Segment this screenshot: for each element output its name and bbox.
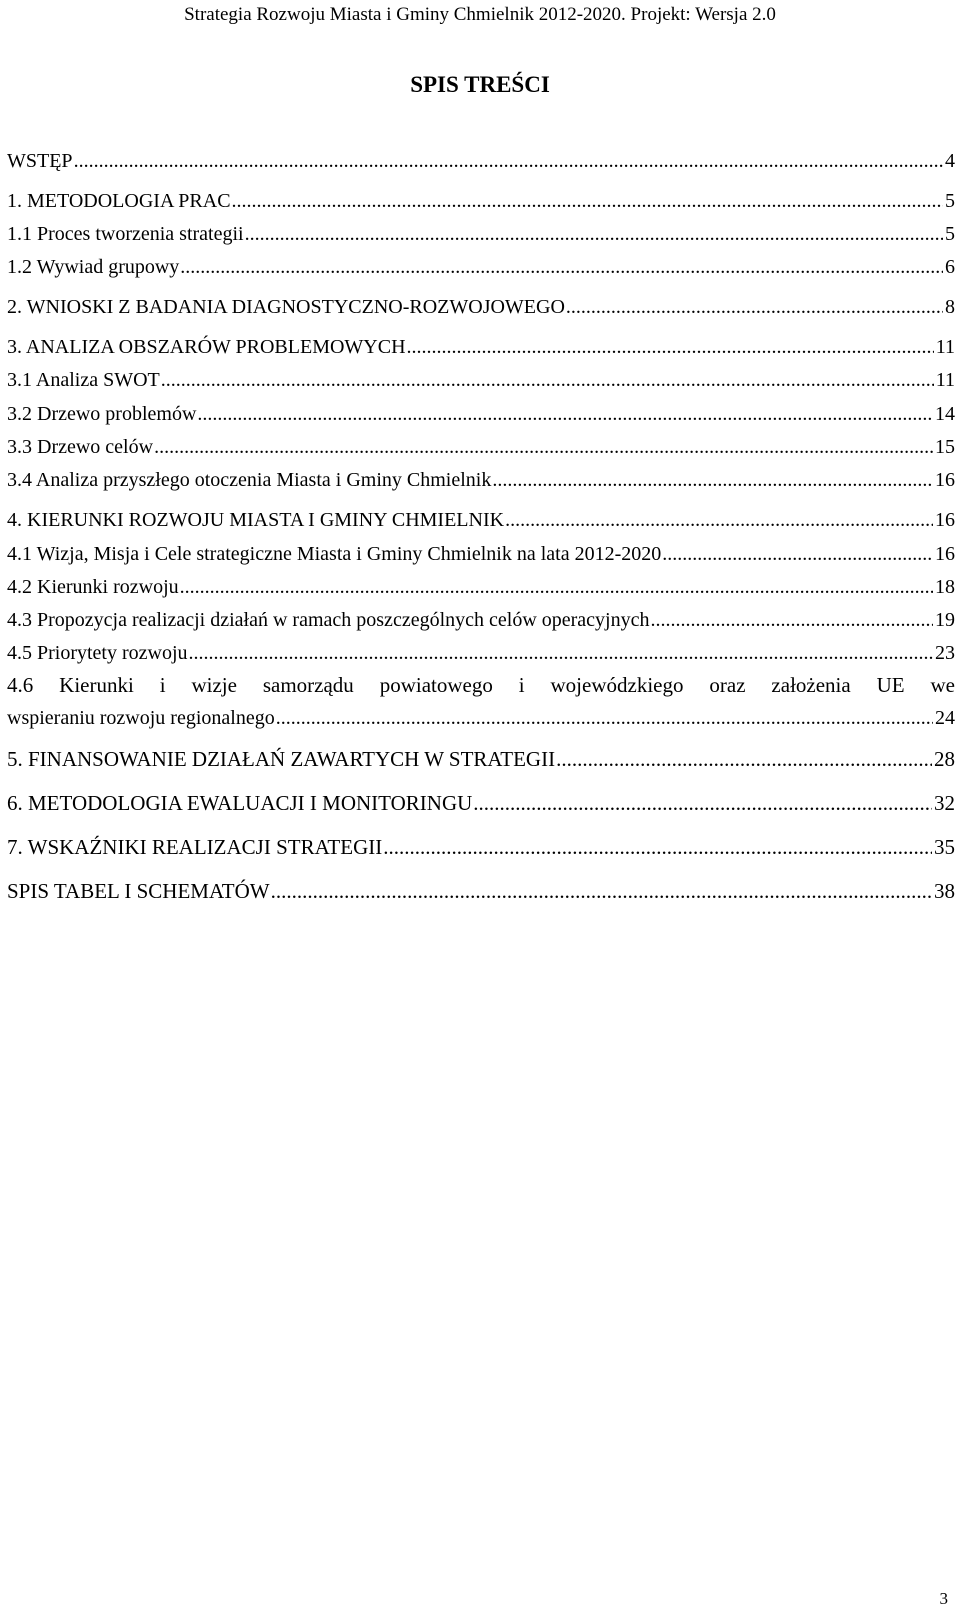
toc-entry[interactable]: [7, 832, 955, 862]
toc-entry-page: 4: [945, 150, 955, 172]
toc-entry[interactable]: [7, 876, 955, 906]
toc-leader-dots: [232, 186, 943, 216]
toc-entry-page: 5: [945, 190, 955, 212]
toc-leader-dots: [662, 539, 933, 569]
toc-entry-page: 18: [935, 576, 955, 598]
toc-entry-page: 15: [935, 436, 955, 458]
toc-entry-page: 16: [935, 469, 955, 491]
toc-leader-dots: [650, 605, 933, 635]
toc-entry-label: 7. WSKAŹNIKI REALIZACJI STRATEGII: [7, 835, 383, 859]
toc-entry-label: 1. METODOLOGIA PRAC: [7, 190, 231, 212]
toc-entry-label: 4. KIERUNKI ROZWOJU MIASTA I GMINY CHMIELNIK: [7, 509, 505, 531]
running-header: Strategia Rozwoju Miasta i Gminy Chmielnik 2012-2020. Projekt: Wersja 2.0: [184, 4, 776, 25]
toc-entry-label: 6. METODOLOGIA EWALUACJI I MONITORINGU: [7, 791, 473, 815]
toc-leader-dots: [505, 505, 933, 535]
toc-entry[interactable]: [7, 146, 955, 176]
toc-entry-label: 3.4 Analiza przyszłego otoczenia Miasta i Gminy Chmielnik: [7, 469, 492, 491]
toc-entry-label: 3. ANALIZA OBSZARÓW PROBLEMOWYCH: [7, 336, 406, 358]
toc-leader-dots: [74, 146, 943, 176]
toc-entry[interactable]: [7, 572, 955, 602]
toc-leader-dots: [154, 432, 933, 462]
toc-leader-dots: [566, 292, 943, 322]
toc-entry[interactable]: [7, 744, 955, 774]
toc-entry-page: 8: [945, 296, 955, 318]
toc-entry[interactable]: [7, 703, 955, 733]
toc-leader-dots: [180, 572, 933, 602]
toc-entry-page: 11: [935, 369, 955, 391]
toc-entry[interactable]: [7, 638, 955, 668]
toc-entry-page: 19: [935, 609, 955, 631]
toc-entry-page: 23: [935, 642, 955, 664]
toc-leader-dots: [271, 876, 932, 906]
toc-leader-dots: [189, 638, 933, 668]
toc-entry-page: 6: [945, 256, 955, 278]
toc-entry-page: 38: [934, 879, 955, 903]
toc-entry[interactable]: [7, 605, 955, 635]
toc-leader-dots: [245, 219, 943, 249]
toc-entry-label: wspieraniu rozwoju regionalnego: [7, 707, 275, 729]
toc-entry[interactable]: [7, 505, 955, 535]
toc-entry[interactable]: [7, 399, 955, 429]
toc-leader-dots: [180, 252, 943, 282]
toc-entry-page: 35: [934, 835, 955, 859]
toc-entry[interactable]: [7, 432, 955, 462]
toc-entry[interactable]: [7, 365, 955, 395]
toc-entry-label: 4.3 Propozycja realizacji działań w ramach poszczególnych celów operacyjnych: [7, 609, 650, 631]
toc-entry[interactable]: [7, 252, 955, 282]
toc-entry[interactable]: [7, 292, 955, 322]
toc-entry-label: 3.1 Analiza SWOT: [7, 369, 160, 391]
toc-leader-dots: [556, 744, 932, 774]
toc-entry[interactable]: [7, 788, 955, 818]
toc-entry-label: WSTĘP: [7, 150, 73, 172]
page-title: SPIS TREŚCI: [410, 72, 550, 97]
toc-entry-label: 1.2 Wywiad grupowy: [7, 256, 180, 278]
toc-leader-dots: [492, 465, 933, 495]
toc-entry-page: 24: [935, 707, 955, 729]
toc-leader-dots: [407, 332, 934, 362]
toc-entry-label: 4.1 Wizja, Misja i Cele strategiczne Miasta i Gminy Chmielnik na lata 2012-2020: [7, 543, 662, 565]
toc-entry-label: 1.1 Proces tworzenia strategii: [7, 223, 244, 245]
toc-entry-label: 3.3 Drzewo celów: [7, 436, 154, 458]
toc-entry[interactable]: [7, 332, 955, 362]
toc-entry[interactable]: [7, 219, 955, 249]
page-number: 3: [939, 1589, 948, 1608]
toc-entry[interactable]: [7, 539, 955, 569]
toc-entry-page: 5: [945, 223, 955, 245]
toc-entry-label: SPIS TABEL I SCHEMATÓW: [7, 879, 270, 903]
toc-entry-page: 16: [935, 543, 955, 565]
toc-entry-label: 4.5 Priorytety rozwoju: [7, 642, 188, 664]
toc-entry-page: 32: [934, 791, 955, 815]
toc-entry-label: 5. FINANSOWANIE DZIAŁAŃ ZAWARTYCH W STRATEGII: [7, 747, 556, 771]
toc-entry-label: 3.2 Drzewo problemów: [7, 403, 197, 425]
toc-leader-dots: [197, 399, 933, 429]
toc-leader-dots: [473, 788, 932, 818]
toc-entry-page: 14: [935, 403, 955, 425]
toc-leader-dots: [161, 365, 934, 395]
toc-entry[interactable]: [7, 465, 955, 495]
toc-entry-label: 2. WNIOSKI Z BADANIA DIAGNOSTYCZNO-ROZWOJOWEGO: [7, 296, 565, 318]
toc-entry-page: 11: [935, 336, 955, 358]
toc-entry-label-line1[interactable]: 4.6 Kierunki i wizje samorządu powiatowego i wojewódzkiego oraz założenia UE we: [7, 673, 955, 697]
toc-entry-page: 28: [934, 747, 955, 771]
toc-leader-dots: [276, 703, 933, 733]
toc-entry-label: 4.2 Kierunki rozwoju: [7, 576, 179, 598]
toc-leader-dots: [383, 832, 932, 862]
toc-entry-page: 16: [935, 509, 955, 531]
toc-entry[interactable]: [7, 186, 955, 216]
